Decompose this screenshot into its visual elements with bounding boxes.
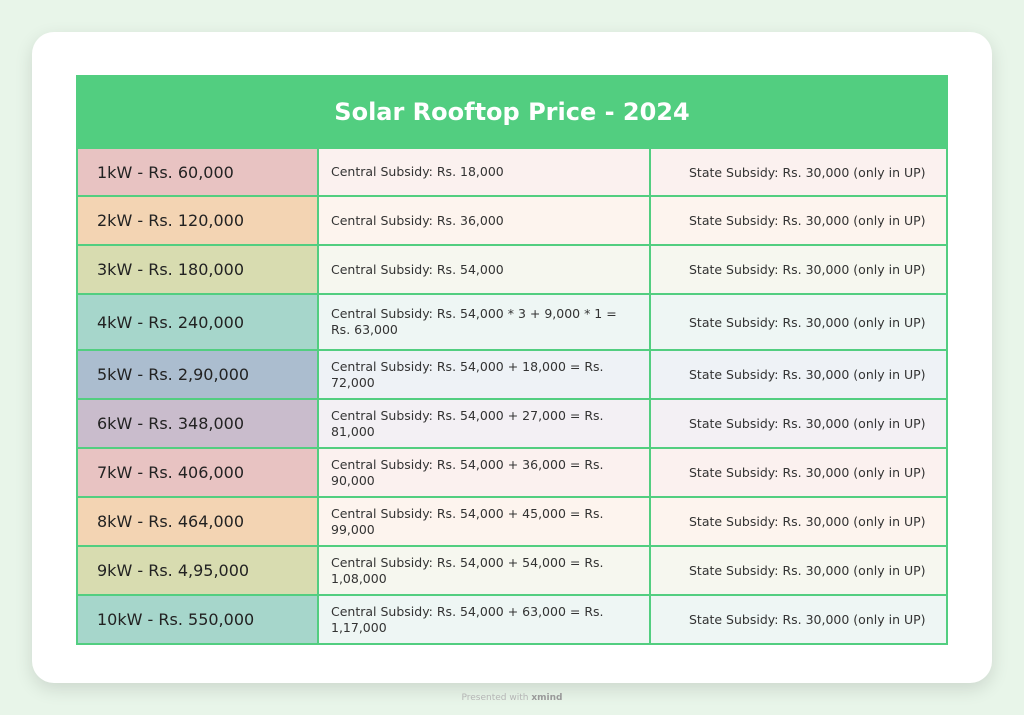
- table-body: [78, 147, 946, 643]
- central-subsidy-cell[interactable]: Central Subsidy: Rs. 54,000 + 45,000 = Rs. 99,000: [317, 498, 649, 545]
- capacity-price-cell[interactable]: 4kW - Rs. 240,000: [78, 295, 317, 349]
- table-row: [78, 195, 946, 244]
- capacity-price-cell[interactable]: 7kW - Rs. 406,000: [78, 449, 317, 496]
- title-bar: [78, 77, 946, 147]
- central-subsidy-cell[interactable]: Central Subsidy: Rs. 54,000: [317, 246, 649, 293]
- table-row: [78, 293, 946, 349]
- capacity-price-cell[interactable]: 3kW - Rs. 180,000: [78, 246, 317, 293]
- state-subsidy-cell[interactable]: State Subsidy: Rs. 30,000 (only in UP): [649, 449, 946, 496]
- table-title: Solar Rooftop Price - 2024: [334, 98, 690, 126]
- central-subsidy-cell[interactable]: Central Subsidy: Rs. 54,000 + 63,000 = Rs. 1,17,000: [317, 596, 649, 643]
- state-subsidy-cell[interactable]: State Subsidy: Rs. 30,000 (only in UP): [649, 197, 946, 244]
- capacity-price-cell[interactable]: 8kW - Rs. 464,000: [78, 498, 317, 545]
- state-subsidy-cell[interactable]: State Subsidy: Rs. 30,000 (only in UP): [649, 351, 946, 398]
- state-subsidy-cell[interactable]: State Subsidy: Rs. 30,000 (only in UP): [649, 547, 946, 594]
- central-subsidy-cell[interactable]: Central Subsidy: Rs. 18,000: [317, 149, 649, 195]
- state-subsidy-cell[interactable]: State Subsidy: Rs. 30,000 (only in UP): [649, 400, 946, 447]
- footer-prefix: Presented with: [461, 693, 529, 703]
- central-subsidy-cell[interactable]: Central Subsidy: Rs. 36,000: [317, 197, 649, 244]
- state-subsidy-cell[interactable]: State Subsidy: Rs. 30,000 (only in UP): [649, 246, 946, 293]
- central-subsidy-cell[interactable]: Central Subsidy: Rs. 54,000 + 27,000 = Rs. 81,000: [317, 400, 649, 447]
- capacity-price-cell[interactable]: 1kW - Rs. 60,000: [78, 149, 317, 195]
- central-subsidy-cell[interactable]: Central Subsidy: Rs. 54,000 + 36,000 = Rs. 90,000: [317, 449, 649, 496]
- mindmap-card: [32, 32, 992, 683]
- footer: [0, 693, 1024, 703]
- table-row: [78, 545, 946, 594]
- capacity-price-cell[interactable]: 10kW - Rs. 550,000: [78, 596, 317, 643]
- central-subsidy-cell[interactable]: Central Subsidy: Rs. 54,000 + 18,000 = Rs. 72,000: [317, 351, 649, 398]
- state-subsidy-cell[interactable]: State Subsidy: Rs. 30,000 (only in UP): [649, 149, 946, 195]
- central-subsidy-cell[interactable]: Central Subsidy: Rs. 54,000 * 3 + 9,000 * 1 = Rs. 63,000: [317, 295, 649, 349]
- table-row: [78, 147, 946, 195]
- table-row: [78, 349, 946, 398]
- central-subsidy-cell[interactable]: Central Subsidy: Rs. 54,000 + 54,000 = Rs. 1,08,000: [317, 547, 649, 594]
- table-row: [78, 594, 946, 643]
- state-subsidy-cell[interactable]: State Subsidy: Rs. 30,000 (only in UP): [649, 596, 946, 643]
- capacity-price-cell[interactable]: 2kW - Rs. 120,000: [78, 197, 317, 244]
- table-row: [78, 496, 946, 545]
- capacity-price-cell[interactable]: 9kW - Rs. 4,95,000: [78, 547, 317, 594]
- table-row: [78, 398, 946, 447]
- state-subsidy-cell[interactable]: State Subsidy: Rs. 30,000 (only in UP): [649, 295, 946, 349]
- table-row: [78, 244, 946, 293]
- capacity-price-cell[interactable]: 6kW - Rs. 348,000: [78, 400, 317, 447]
- state-subsidy-cell[interactable]: State Subsidy: Rs. 30,000 (only in UP): [649, 498, 946, 545]
- price-table: [76, 75, 948, 645]
- xmind-logo[interactable]: xmind: [531, 693, 563, 703]
- table-row: [78, 447, 946, 496]
- capacity-price-cell[interactable]: 5kW - Rs. 2,90,000: [78, 351, 317, 398]
